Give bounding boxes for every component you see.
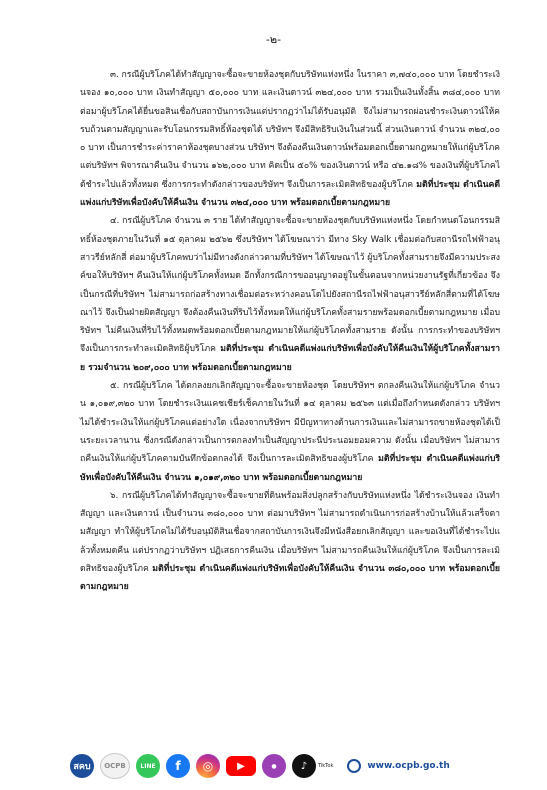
- paragraph-5-text: ๕. กรณีผู้บริโภค ได้ตกลงยกเลิกสัญญาจะซื้อจะขายห้องชุด โดยบริษัทฯ ตกลงคืนเงินให้แก่ผู้บริโภค จำนวน ๑,๐๑๙,๓๒๐ บาท โดยชำระเงินแคชเชียร์เช็คภายในวันที่ ๑๔ ตุลาคม ๒๕๖๓ แต่เมื่อถึงกำหนดดังกล่าว บริษัทฯ ไม่ได้ชำระเงินให้แก่ผู้บริโภคแต่อย่างใด เนื่องจากบริษัทฯ มีปัญหาทางด้านการเงินและไม่สามารถขายห้องชุดได้เป็นระยะเวลานาน ซึ่งกรณีดังกล่าวเป็นการตกลงทำเป็นสัญญาประนีประนอมยอมความ ดังนั้น เมื่อบริษัทฯ ไม่สามารถคืนเงินให้แก่ผู้บริโภคตามบันทึกข้อตกลงได้ จึงเป็นการละเมิดสิทธิของผู้บริโภค: [80, 381, 500, 465]
- paragraph-4-resolution: มติที่ประชุม ดำเนินคดีแพ่งแก่บริษัทเพื่อบังคับให้คืนเงินให้ผู้บริโภคทั้งสามราย รวมจำนวน ๒๐๙,๐๐๐ บาท พร้อมดอกเบี้ยตามกฎหมาย: [80, 344, 500, 373]
- paragraph-3: [80, 66, 500, 212]
- paragraph-6-resolution: มติที่ประชุม ดำเนินคดีแพ่งแก่บริษัทเพื่อบังคับให้คืนเงิน จำนวน ๓๘๐,๐๐๐ บาท พร้อมดอกเบี้ยตามกฎหมาย: [80, 564, 500, 593]
- paragraph-5: [80, 377, 500, 487]
- ocpb-logo: สคบ: [70, 754, 94, 778]
- tiktok-label: TikTok: [318, 763, 334, 769]
- paragraph-6-text: ๖. กรณีผู้บริโภคได้ทำสัญญาจะซื้อจะขายที่ดินพร้อมสิ่งปลูกสร้างกับบริษัทแห่งหนึ่ง ได้ชำระเงินจอง เงินทำสัญญา และเงินดาวน์ เป็นจำนวน ๓๘๐,๐๐๐ บาท ต่อมาบริษัทฯ ไม่สามารถดำเนินการก่อสร้างบ้านให้แล้วเสร็จตามสัญญา ทำให้ผู้บริโภคไม่ได้รับอนุมัติสินเชื่อจากสถาบันการเงินจึงมีหนังสือยกเลิกสัญญา และขอเงินที่ได้ชำระไปแล้วทั้งหมดคืน แต่ปรากฏว่าบริษัทฯ ปฏิเสธการคืนเงิน เมื่อบริษัทฯ ไม่สามารถคืนเงินให้แก่ผู้บริโภค จึงเป็นการละเมิดสิทธิของผู้บริโภค: [80, 490, 500, 575]
- page-number: -๒-: [265, 33, 282, 46]
- youtube-icon[interactable]: ▶: [226, 756, 256, 776]
- document-body: [80, 66, 500, 597]
- paragraph-5-resolution: มติที่ประชุม ดำเนินคดีแพ่งแก่บริษัทเพื่อบังคับให้คืนเงิน จำนวน ๑,๐๑๙,๓๒๐ บาท พร้อมดอกเบี้ยตามกฎหมาย: [80, 454, 500, 483]
- ocpb-hand-logo: OCPB: [100, 753, 130, 779]
- website-link[interactable]: www.ocpb.go.th: [367, 761, 450, 771]
- line-icon[interactable]: LINE: [136, 754, 160, 778]
- paragraph-6: [80, 487, 500, 597]
- podcast-icon[interactable]: ●: [262, 754, 286, 778]
- tiktok-icon[interactable]: ♪: [292, 754, 316, 778]
- facebook-icon[interactable]: f: [166, 754, 190, 778]
- paragraph-4: [80, 212, 500, 377]
- globe-icon: [347, 759, 361, 773]
- paragraph-3-resolution: มติที่ประชุม ดำเนินคดีแพ่งแก่บริษัทเพื่อบังคับให้คืนเงิน จำนวน ๓๒๔,๐๐๐ บาท พร้อมดอกเบี้ยตามกฎหมาย: [80, 179, 500, 209]
- footer-bar: [70, 752, 510, 780]
- paragraph-4-text: ๔. กรณีผู้บริโภค จำนวน ๓ ราย ได้ทำสัญญาจะซื้อจะขายห้องชุดกับบริษัทแห่งหนึ่ง โดยกำหนดโอนกรรมสิทธิ์ห้องชุดภายในวันที่ ๑๕ ตุลาคม ๒๕๖๒ ซึ่งบริษัทฯ ได้โฆษณาว่า มีทาง Sky Walk เชื่อมต่อกับสถานีรถไฟฟ้าอนุสาวรีย์หลักสี่ ต่อมาผู้บริโภคพบว่าไม่มีทางดังกล่าวตามที่บริษัทฯ ได้โฆษณาไว้ ผู้บริโภคทั้งสามรายจึงมีความประสงค์ขอให้บริษัทฯ คืนเงินให้แก่ผู้บริโภคทั้งหมด อีกทั้งกรณีการขออนุญาตอยู่ในขั้นตอนจากหน่วยงานรัฐที่เกี่ยวข้อง จึงเป็นกรณีที่บริษัทฯ ไม่สามารถก่อสร้างทางเชื่อมต่อระหว่างคอนโดไปยังสถานีรถไฟฟ้าอนุสาวรีย์หลักสี่ตามที่ได้โฆษณาไว้ จึงเป็นฝ่ายผิดสัญญา จึงต้องคืนเงินที่ริบไว้ทั้งหมดให้แก่ผู้บริโภคทั้งสามรายพร้อมดอกเบี้ยตามกฎหมาย เมื่อบริษัทฯ ไม่คืนเงินที่ริบไว้ทั้งหมดพร้อมดอกเบี้ยตามกฎหมายให้แก่ผู้บริโภคทั้งสามราย ดังนั้น การกระทำของบริษัทฯ จึงเป็นการกระทำละเมิดสิทธิผู้บริโภค: [80, 216, 500, 355]
- instagram-icon[interactable]: ◎: [196, 754, 220, 778]
- paragraph-3-text: ๓. กรณีผู้บริโภคได้ทำสัญญาจะซื้อจะขายห้องชุดกับบริษัทแห่งหนึ่ง ในราคา ๓,๗๔๐,๐๐๐ บาท โดยชำระเงินจอง ๑๐,๐๐๐ บาท เงินทำสัญญา ๕๐,๐๐๐ บาท และเงินดาวน์ ๓๒๔,๐๐๐ บาท รวมเป็นเงินทั้งสิ้น ๓๘๔,๐๐๐ บาท ต่อมาผู้บริโภคได้ยื่นขอสินเชื่อกับสถาบันการเงินแต่ปรากฏว่าไม่ได้รับอนุมัติ จึงไม่สามารถผ่อนชำระเงินดาวน์ให้ครบถ้วนตามสัญญาและรับโอนกรรมสิทธิ์ห้องชุดได้ บริษัทฯ จึงมีสิทธิริบเงินในส่วนนี้ ส่วนเงินดาวน์ จำนวน ๓๒๔,๐๐๐ บาท เป็นการชำระค่าราคาห้องชุดบางส่วน บริษัทฯ จึงต้องคืนเงินดาวน์พร้อมดอกเบี้ยตามกฎหมายให้แก่ผู้บริโภค แต่บริษัทฯ พิจารณาคืนเงิน จำนวน ๑๖๒,๐๐๐ บาท คิดเป็น ๕๐% ของเงินดาวน์ หรือ ๔๒.๑๘% ของเงินที่ผู้บริโภคได้ชำระไปแล้วทั้งหมด ซึ่งการกระทำดังกล่าวของบริษัทฯ จึงเป็นการละเมิดสิทธิของผู้บริโภค: [80, 70, 500, 190]
